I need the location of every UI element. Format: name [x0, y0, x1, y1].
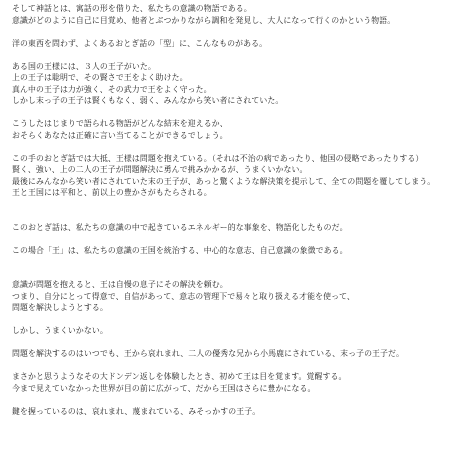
paragraph-problem: [12, 279, 452, 314]
paragraph-youngest-solves: [12, 348, 452, 360]
text-line: このおとぎ話は、私たちの意識の中で起きているエネルギー的な事象を、物語化したものだ。: [12, 222, 348, 232]
text-line: 洋の東西を問わず、よくあるおとぎ話の「型」に、こんなものがある。: [12, 38, 268, 48]
text-line: 問題を解決するのはいつでも、王から哀れまれ、二人の優秀な兄から小馬鹿にされている、末っ子の王子だ。: [12, 349, 405, 358]
paragraph-awakening: [12, 371, 452, 394]
text-line: 最後にみんなから笑い者にされていた末の王子が、あっと驚くような解決策を提示して、全ての問題を覆してしまう。: [12, 176, 436, 186]
paragraph-energy-event: [12, 222, 452, 234]
text-line: 賢く、強い、上の二人の王子が問題解決に勇んで挑みかかるが、うまくいかない。: [12, 165, 308, 174]
text-line: 問題を解決しようとする。: [12, 303, 108, 312]
text-line: しかし、うまくいかない。: [12, 326, 108, 335]
text-line: この場合「王」は、私たちの意識の王国を統治する、中心的な意志、自己意識の象徴である。: [12, 245, 348, 255]
paragraph-three-princes: [12, 61, 452, 107]
text-line: 王と王国には平和と、前以上の豊かさがもたらされる。: [12, 188, 212, 197]
text-line: 今まで見えていなかった世界が目の前に広がって、だから王国はさらに豊かになる。: [12, 383, 316, 393]
text-line: こうしたはじまりで語られる物語がどんな結末を迎えるか、: [12, 119, 228, 128]
text-line: そして神話とは、寓話の形を借りた、私たちの意識の物語である。: [12, 4, 252, 13]
text-line: 真ん中の王子は力が強く、その武力で王をよく守った。: [12, 84, 212, 94]
text-line: この手のおとぎ話では大抵、王様は問題を抱えている。（それは不治の病であったり、他国の侵略であったりする）: [12, 153, 424, 163]
paragraph-intro: [12, 3, 452, 26]
paragraph-key: [12, 406, 452, 418]
text-line: おそらくあなたは正確に言い当てることができるでしょう。: [12, 130, 228, 140]
text-line: 意識が問題を抱えると、王は自慢の息子にその解決を頼む。: [12, 280, 228, 289]
paragraph-fails: [12, 325, 452, 337]
paragraph-pattern: [12, 38, 452, 50]
paragraph-ending-guess: [12, 118, 452, 141]
text-line: ある国の王様には、３人の王子がいた。: [12, 61, 156, 71]
paragraph-king-symbol: [12, 245, 452, 257]
text-line: 意識がどのように自己に目覚め、他者とぶつかりながら調和を発見し、大人になって行くのかという物語。: [12, 15, 396, 25]
text-line: 鍵を握っているのは、哀れまれ、蔑まれている、みそっかすの王子。: [12, 406, 261, 416]
paragraph-story-outline: [12, 153, 452, 199]
text-line: 上の王子は聡明で、その賢さで王をよく助けた。: [12, 73, 188, 82]
text-line: しかし末っ子の王子は賢くもなく、弱く、みんなから笑い者にされていた。: [12, 96, 284, 105]
text-line: つまり、自分にとって得意で、自信があって、意志の管理下で易々と取り扱える才能を使って、: [12, 291, 355, 301]
text-line: まさかと思うようなその大ドンデン返しを体験したとき、初めて王は目を覚ます。覚醒する。: [12, 372, 347, 381]
